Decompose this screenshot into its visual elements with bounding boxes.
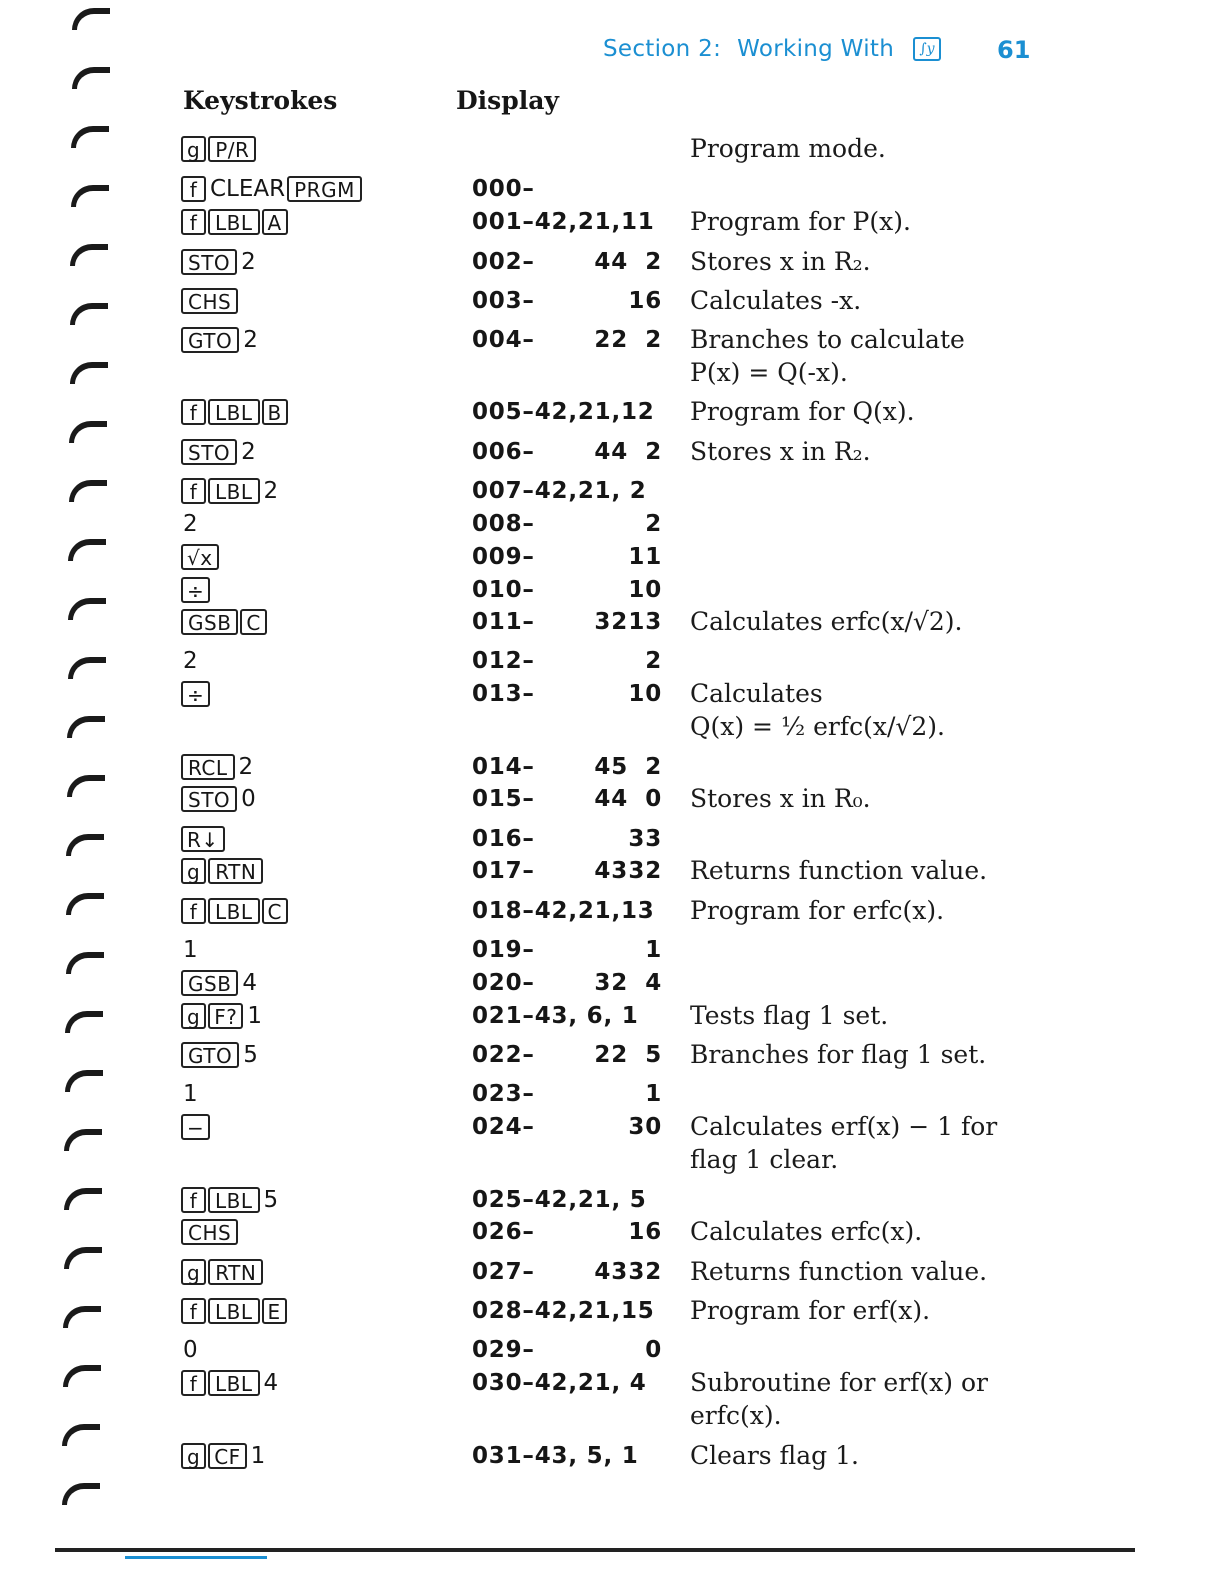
display-text: 028–42,21,15 xyxy=(472,1298,655,1324)
display-code xyxy=(472,681,662,711)
display-heading: Display xyxy=(456,86,559,115)
keystroke-sequence xyxy=(181,1003,264,1029)
display-field: 0 xyxy=(645,1337,662,1363)
calculator-key: f xyxy=(181,478,206,504)
program-line xyxy=(0,1333,1224,1367)
binding-ring xyxy=(70,362,108,384)
display-field: 2 xyxy=(645,327,662,353)
display-code xyxy=(472,970,662,1000)
program-line xyxy=(0,1366,1224,1430)
section-name: Working With xyxy=(737,36,895,62)
display-code xyxy=(472,544,662,574)
display-field: 10 xyxy=(628,577,662,603)
keystroke-sequence xyxy=(181,648,200,674)
step-comment: Returns function value. xyxy=(690,856,988,885)
calculator-key: GTO xyxy=(181,1042,239,1068)
display-text: 021–43, 6, 1 xyxy=(472,1003,639,1029)
keystroke-text: 0 xyxy=(183,1337,198,1363)
display-code xyxy=(472,826,662,856)
keystroke-sequence xyxy=(181,327,260,353)
keystroke-sequence xyxy=(181,970,259,996)
keystroke-sequence xyxy=(181,176,364,202)
calculator-key: ÷ xyxy=(181,681,210,707)
program-line xyxy=(0,1183,1224,1217)
display-field: 022– xyxy=(472,1042,535,1068)
calculator-key: f xyxy=(181,209,206,235)
calculator-key: CF xyxy=(208,1443,246,1469)
display-code xyxy=(472,478,662,508)
program-line xyxy=(0,894,1224,928)
display-field: 44 xyxy=(594,439,628,465)
step-comment: Program mode. xyxy=(690,134,886,163)
calculator-key: LBL xyxy=(208,399,260,425)
calculator-key: GSB xyxy=(181,609,238,635)
step-comment: Program for Q(x). xyxy=(690,397,915,426)
keystroke-sequence xyxy=(181,439,258,465)
display-field: 023– xyxy=(472,1081,535,1107)
display-code xyxy=(472,1042,662,1072)
display-code xyxy=(472,577,662,607)
step-comment: Returns function value. xyxy=(690,1257,988,1286)
keystroke-sequence xyxy=(181,1187,280,1213)
keystroke-sequence xyxy=(181,609,269,635)
keystroke-sequence xyxy=(181,399,290,425)
program-line xyxy=(0,1077,1224,1111)
display-field: 002– xyxy=(472,249,535,275)
program-line xyxy=(0,854,1224,888)
program-line xyxy=(0,474,1224,508)
program-line xyxy=(0,540,1224,574)
calculator-key: ÷ xyxy=(181,577,210,603)
display-text: 018–42,21,13 xyxy=(472,898,655,924)
keystroke-sequence xyxy=(181,209,290,235)
display-field: 008– xyxy=(472,511,535,537)
display-field: 014– xyxy=(472,754,535,780)
display-field: 13 xyxy=(628,609,662,635)
display-field: 22 xyxy=(594,327,628,353)
display-code xyxy=(472,288,662,318)
program-line xyxy=(0,644,1224,678)
program-line xyxy=(0,573,1224,607)
keystroke-text: 1 xyxy=(250,1443,266,1469)
calculator-key: GTO xyxy=(181,327,239,353)
program-line xyxy=(0,999,1224,1033)
calculator-key: g xyxy=(181,136,206,162)
keystroke-text: 2 xyxy=(243,327,258,353)
display-code xyxy=(472,1187,662,1217)
display-code xyxy=(472,786,662,816)
display-code xyxy=(472,937,662,967)
step-comment: Stores x in R₂. xyxy=(690,247,871,276)
calculator-key: RTN xyxy=(208,858,263,884)
display-field: 0 xyxy=(645,786,662,812)
display-text: 031–43, 5, 1 xyxy=(472,1443,639,1469)
display-code xyxy=(472,754,662,784)
program-line xyxy=(0,132,1224,166)
keystroke-text: 2 xyxy=(263,478,279,504)
keystroke-sequence xyxy=(181,288,240,314)
calculator-key: √x xyxy=(181,544,219,570)
display-code xyxy=(472,1443,662,1473)
calculator-key: RCL xyxy=(181,754,235,780)
keystroke-text: 5 xyxy=(243,1042,258,1068)
section-title xyxy=(603,36,894,62)
display-code xyxy=(472,1298,662,1328)
display-text: 001–42,21,11 xyxy=(472,209,655,235)
display-field: 016– xyxy=(472,826,535,852)
step-comment: Branches to calculate P(x) = Q(-x). xyxy=(690,325,965,387)
program-line xyxy=(0,1215,1224,1249)
binding-ring xyxy=(62,1483,100,1505)
display-field: 010– xyxy=(472,577,535,603)
step-comment: Clears flag 1. xyxy=(690,1441,859,1470)
display-field: 32 xyxy=(628,858,662,884)
calculator-key: g xyxy=(181,1003,206,1029)
step-comment: Subroutine for erf(x) or erfc(x). xyxy=(690,1368,988,1430)
calculator-key: LBL xyxy=(208,898,260,924)
program-line xyxy=(0,1439,1224,1473)
display-field: 11 xyxy=(628,544,662,570)
footer-accent xyxy=(125,1556,267,1559)
keystroke-text: 2 xyxy=(238,754,254,780)
calculator-key: g xyxy=(181,1259,206,1285)
display-text: 025–42,21, 5 xyxy=(472,1187,647,1213)
display-field: 029– xyxy=(472,1337,535,1363)
keystroke-sequence xyxy=(181,1370,280,1396)
display-text: 000– xyxy=(472,176,535,202)
display-field: 017– xyxy=(472,858,535,884)
keystroke-sequence xyxy=(181,754,255,780)
program-line xyxy=(0,1294,1224,1328)
display-field: 013– xyxy=(472,681,535,707)
calculator-key: LBL xyxy=(208,1187,260,1213)
step-comment: Calculates Q(x) = ½ erfc(x/√2). xyxy=(690,679,945,741)
keystroke-sequence xyxy=(181,937,200,963)
display-field: 33 xyxy=(628,826,662,852)
display-field: 019– xyxy=(472,937,535,963)
display-code xyxy=(472,327,662,357)
calculator-key: f xyxy=(181,1298,206,1324)
keystroke-sequence xyxy=(181,1219,240,1245)
calculator-key: LBL xyxy=(208,1298,260,1324)
display-field: 027– xyxy=(472,1259,535,1285)
calculator-key: C xyxy=(240,609,266,635)
calculator-key: STO xyxy=(181,249,237,275)
step-comment: Tests flag 1 set. xyxy=(690,1001,889,1030)
display-field: 009– xyxy=(472,544,535,570)
binding-ring xyxy=(72,67,110,89)
display-field: 10 xyxy=(628,681,662,707)
calculator-key: g xyxy=(181,1443,206,1469)
display-field: 44 xyxy=(594,786,628,812)
page-header xyxy=(600,34,1030,68)
keystroke-sequence xyxy=(181,577,212,603)
step-comment: Calculates erf(x) − 1 for flag 1 clear. xyxy=(690,1112,998,1174)
display-field: 4 xyxy=(645,970,662,996)
keystroke-sequence xyxy=(181,249,258,275)
display-field: 020– xyxy=(472,970,535,996)
program-line xyxy=(0,245,1224,279)
keystroke-sequence xyxy=(181,826,227,852)
keystroke-sequence xyxy=(181,1298,289,1324)
keystroke-sequence xyxy=(181,1081,200,1107)
program-line xyxy=(0,605,1224,639)
display-field: 16 xyxy=(628,288,662,314)
keystroke-sequence xyxy=(181,1042,260,1068)
calculator-key: CHS xyxy=(181,288,238,314)
keystroke-text: 1 xyxy=(183,1081,198,1107)
display-field: 011– xyxy=(472,609,535,635)
program-line xyxy=(0,1038,1224,1072)
step-comment: Program for erf(x). xyxy=(690,1296,931,1325)
keystroke-text: 1 xyxy=(247,1003,262,1029)
display-field: 1 xyxy=(645,937,662,963)
keystrokes-heading: Keystrokes xyxy=(183,86,338,115)
binding-ring xyxy=(72,8,110,30)
display-code xyxy=(472,399,662,429)
calculator-key: LBL xyxy=(208,478,260,504)
display-code xyxy=(472,1003,662,1033)
step-comment: Calculates erfc(x). xyxy=(690,1217,923,1246)
calculator-key: LBL xyxy=(208,1370,260,1396)
keystroke-sequence xyxy=(181,1337,200,1363)
keystroke-text: 4 xyxy=(242,970,258,996)
program-line xyxy=(0,435,1224,469)
keystroke-text: 2 xyxy=(183,511,198,537)
calculator-key: − xyxy=(181,1114,210,1140)
keystroke-text: 2 xyxy=(241,439,256,465)
display-field: 32 xyxy=(594,970,628,996)
display-code xyxy=(472,1219,662,1249)
keystroke-sequence xyxy=(181,1443,267,1469)
display-code xyxy=(472,1337,662,1367)
display-field: 012– xyxy=(472,648,535,674)
program-line xyxy=(0,822,1224,856)
keystroke-text: 5 xyxy=(263,1187,279,1213)
calculator-key: P/R xyxy=(208,136,256,162)
calculator-key: CHS xyxy=(181,1219,238,1245)
keystroke-text: 2 xyxy=(241,249,256,275)
program-line xyxy=(0,284,1224,318)
display-code xyxy=(472,1370,662,1400)
keystroke-text: 2 xyxy=(183,648,198,674)
program-line xyxy=(0,966,1224,1000)
display-field: 1 xyxy=(645,1081,662,1107)
keystroke-sequence xyxy=(181,786,258,812)
keystroke-sequence xyxy=(181,1259,265,1285)
calculator-key: f xyxy=(181,1187,206,1213)
program-line xyxy=(0,677,1224,741)
calculator-key: F? xyxy=(208,1003,243,1029)
section-label: Section 2: xyxy=(603,36,722,62)
display-field: 43 xyxy=(594,858,628,884)
page-number: 61 xyxy=(997,36,1031,64)
display-field: 5 xyxy=(645,1042,662,1068)
program-line xyxy=(0,1255,1224,1289)
display-code xyxy=(472,176,662,206)
calculator-key: f xyxy=(181,898,206,924)
display-code xyxy=(472,136,662,166)
step-comment: Stores x in R₂. xyxy=(690,437,871,466)
display-field: 16 xyxy=(628,1219,662,1245)
program-line xyxy=(0,750,1224,784)
program-line xyxy=(0,395,1224,429)
calculator-key: STO xyxy=(181,786,237,812)
step-comment: Calculates -x. xyxy=(690,286,862,315)
display-field: 32 xyxy=(594,609,628,635)
display-field: 006– xyxy=(472,439,535,465)
display-code xyxy=(472,648,662,678)
keystroke-sequence xyxy=(181,1114,212,1140)
display-field: 2 xyxy=(645,648,662,674)
binding-ring xyxy=(67,716,105,738)
calculator-key: STO xyxy=(181,439,237,465)
keystroke-sequence xyxy=(181,511,200,537)
step-comment: Program for erfc(x). xyxy=(690,896,945,925)
calculator-key: f xyxy=(181,399,206,425)
program-line xyxy=(0,782,1224,816)
display-code xyxy=(472,609,662,639)
calculator-key: PRGM xyxy=(287,176,362,202)
calculator-key: f xyxy=(181,1370,206,1396)
display-field: 30 xyxy=(628,1114,662,1140)
display-text: 007–42,21, 2 xyxy=(472,478,647,504)
calculator-key: GSB xyxy=(181,970,238,996)
display-field: 003– xyxy=(472,288,535,314)
calculator-key: R↓ xyxy=(181,826,225,852)
display-field: 024– xyxy=(472,1114,535,1140)
display-field: 026– xyxy=(472,1219,535,1245)
footer-rule xyxy=(55,1548,1135,1552)
keystroke-text: CLEAR xyxy=(210,176,286,202)
display-field: 2 xyxy=(645,249,662,275)
calculator-key: A xyxy=(262,209,288,235)
step-comment: Calculates erfc(x/√2). xyxy=(690,607,963,636)
calculator-key: E xyxy=(262,1298,287,1324)
step-comment: Program for P(x). xyxy=(690,207,911,236)
keystroke-text: 4 xyxy=(263,1370,279,1396)
display-code xyxy=(472,511,662,541)
program-line xyxy=(0,205,1224,239)
program-line xyxy=(0,172,1224,206)
program-line xyxy=(0,933,1224,967)
display-field: 2 xyxy=(645,439,662,465)
display-field: 2 xyxy=(645,511,662,537)
keystroke-text: 0 xyxy=(241,786,256,812)
program-line xyxy=(0,507,1224,541)
calculator-key: LBL xyxy=(208,209,260,235)
keystroke-sequence xyxy=(181,136,258,162)
display-code xyxy=(472,1114,662,1144)
keystroke-sequence xyxy=(181,544,221,570)
display-code xyxy=(472,209,662,239)
keystroke-text: 1 xyxy=(183,937,198,963)
calculator-key: C xyxy=(262,898,288,924)
display-code xyxy=(472,249,662,279)
program-line xyxy=(0,323,1224,387)
keystroke-sequence xyxy=(181,681,212,707)
display-code xyxy=(472,439,662,469)
keystroke-sequence xyxy=(181,898,290,924)
display-code xyxy=(472,898,662,928)
calculator-key: RTN xyxy=(208,1259,263,1285)
display-code xyxy=(472,858,662,888)
step-comment: Branches for flag 1 set. xyxy=(690,1040,987,1069)
display-field: 2 xyxy=(645,754,662,780)
calculator-key: f xyxy=(181,176,206,202)
display-field: 45 xyxy=(594,754,628,780)
display-field: 44 xyxy=(594,249,628,275)
display-field: 015– xyxy=(472,786,535,812)
keystroke-sequence xyxy=(181,478,280,504)
integrate-key-icon: ∫y xyxy=(913,37,941,61)
display-text: 005–42,21,12 xyxy=(472,399,655,425)
calculator-key: B xyxy=(262,399,288,425)
display-field: 43 xyxy=(594,1259,628,1285)
display-code xyxy=(472,1081,662,1111)
display-field: 32 xyxy=(628,1259,662,1285)
display-field: 004– xyxy=(472,327,535,353)
step-comment: Stores x in R₀. xyxy=(690,784,871,813)
display-code xyxy=(472,1259,662,1289)
display-field: 22 xyxy=(594,1042,628,1068)
program-line xyxy=(0,1110,1224,1174)
keystroke-sequence xyxy=(181,858,265,884)
display-text: 030–42,21, 4 xyxy=(472,1370,647,1396)
calculator-key: g xyxy=(181,858,206,884)
